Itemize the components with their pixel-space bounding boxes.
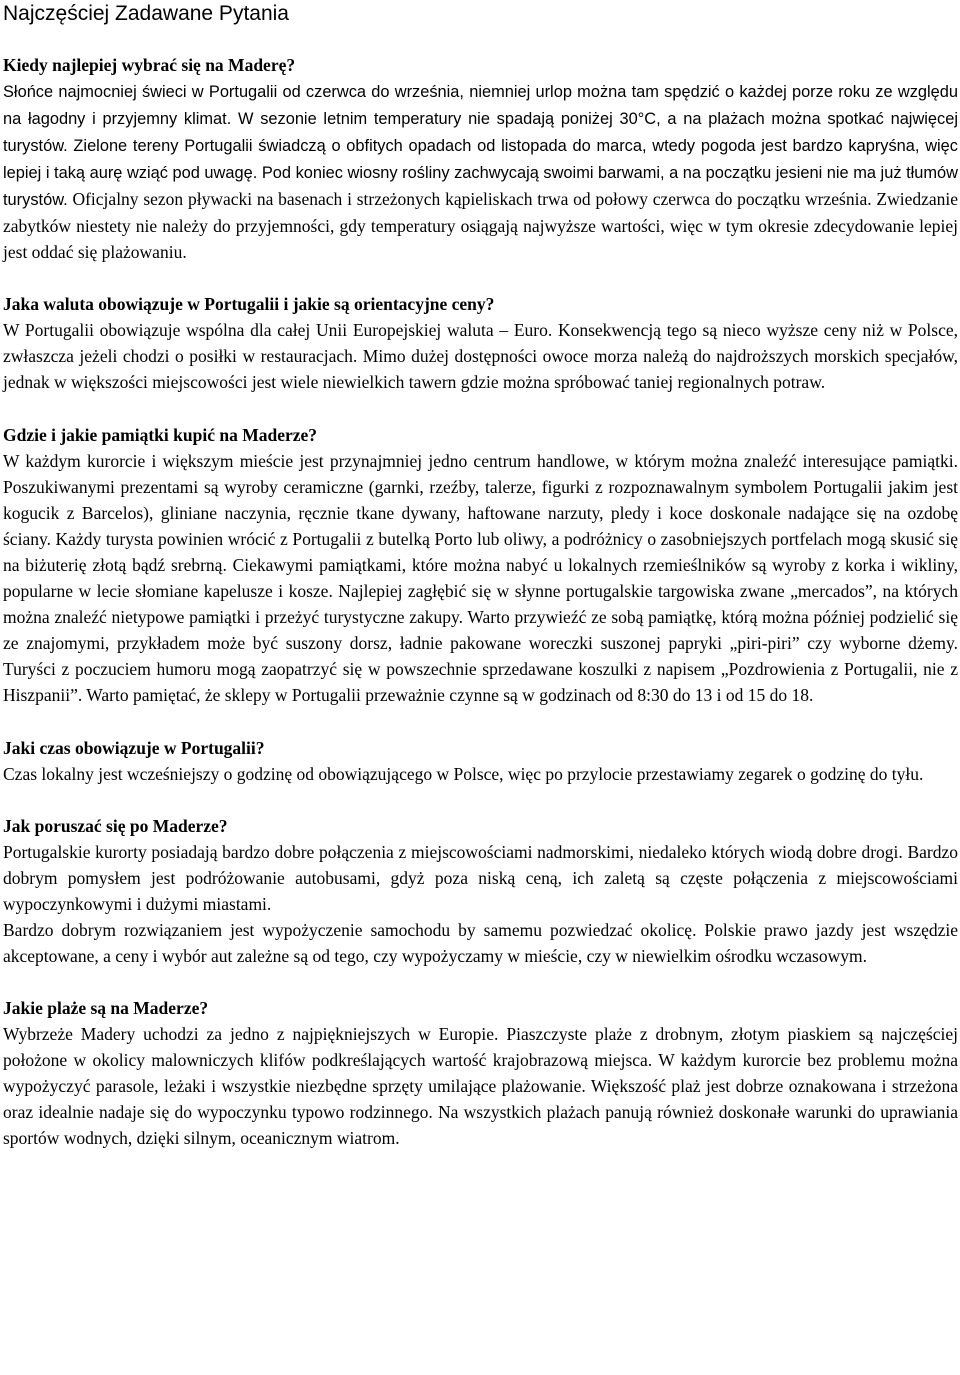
answer-part: W sezonie letnim temperatury nie spadają poniżej 30°C, a na plażach można spotkać najwięcej turystów. Zielone tereny Portugalii świadczą o obfitych opadach od listopada do marca, wtedy pogoda jest bardzo kapryśna, więc lepiej i taką aurę wziąć pod uwagę. Pod koniec wiosny rośliny zachwycają swoimi barwami, a na początku jesieni nie ma już tłumów turystów.	[3, 110, 958, 209]
faq-answer: W Portugalii obowiązuje wspólna dla całej Unii Europejskiej waluta – Euro. Konsekwencją tego są nieco wyższe ceny niż w Polsce, zwłaszcza jeżeli chodzi o posiłki w restauracjach. Mimo dużej dostępności owoce morza należą do najdroższych morskich specjałów, jednak w większości miejscowości jest wiele niewielkich tawern gdzie można spróbować taniej regionalnych potraw.	[3, 320, 958, 392]
faq-question: Kiedy najlepiej wybrać się na Maderę?	[3, 55, 296, 75]
faq-answer-continued: Bardzo dobrym rozwiązaniem jest wypożyczenie samochodu by samemu pozwiedzać okolicę. Polskie prawo jazdy jest wszędzie akceptowane, a ceny i wybór aut zależne są od tego, czy wypożyczamy w mieście, czy w niewielkim ośrodku wczasowym.	[3, 920, 958, 966]
faq-question: Gdzie i jakie pamiątki kupić na Maderze?	[3, 425, 318, 445]
faq-section-souvenirs	[3, 422, 958, 708]
faq-answer: Portugalskie kurorty posiadają bardzo dobre połączenia z miejscowościami nadmorskimi, niedaleko których wiodą dobre drogi. Bardzo dobrym pomysłem jest podróżowanie autobusami, gdyż poza niską ceną, ich zaletą są częste połączenia z miejscowościami wypoczynkowymi i dużymi miastami.	[3, 842, 958, 914]
faq-question: Jak poruszać się po Maderze?	[3, 816, 228, 836]
faq-answer: Czas lokalny jest wcześniejszy o godzinę od obowiązującego w Polsce, więc po przylocie przestawiamy zegarek o godzinę do tyłu.	[3, 764, 924, 784]
faq-section-beaches	[3, 995, 958, 1151]
faq-question: Jaka waluta obowiązuje w Portugalii i jakie są orientacyjne ceny?	[3, 294, 495, 314]
faq-section-time-zone	[3, 735, 958, 787]
faq-question: Jakie plaże są na Maderze?	[3, 998, 209, 1018]
faq-answer	[3, 78, 958, 265]
faq-question: Jaki czas obowiązuje w Portugalii?	[3, 738, 265, 758]
answer-part: Słońce najmocniej świeci w Portugalii od czerwca do września, niemniej urlop można tam spędzić o każdej porze roku ze względu na łagodny i przyjemny klimat.	[3, 83, 958, 128]
faq-section-currency	[3, 291, 958, 395]
page-title: Najczęściej Zadawane Pytania	[3, 2, 289, 25]
faq-section-transport	[3, 813, 958, 969]
faq-answer: Wybrzeże Madery uchodzi za jedno z najpiękniejszych w Europie. Piaszczyste plaże z drobnym, złotym piaskiem są najczęściej położone w okolicy malowniczych klifów podkreślających wartość krajobrazową miejsca. W każdym kurorcie bez problemu można wypożyczyć parasole, leżaki i wszystkie niezbędne sprzęty umilające plażowanie. Większość plaż jest dobrze oznakowana i strzeżona oraz idealnie nadaje się do wypoczynku typowo rodzinnego. Na wszystkich plażach panują również doskonałe warunki do uprawiania sportów wodnych, dzięki silnym, oceanicznym wiatrom.	[3, 1024, 958, 1148]
faq-section-best-time	[3, 52, 958, 265]
answer-part: Oficjalny sezon pływacki na basenach i strzeżonych kąpieliskach trwa od połowy czerwca do początku września. Zwiedzanie zabytków niestety nie należy do przyjemności, gdy temperatury osiągają najwyższe wartości, więc w tym okresie zdecydowanie lepiej jest oddać się plażowaniu.	[3, 189, 958, 262]
faq-answer: W każdym kurorcie i większym mieście jest przynajmniej jedno centrum handlowe, w którym można znaleźć interesujące pamiątki. Poszukiwanymi prezentami są wyroby ceramiczne (garnki, rzeźby, talerze, figurki z rozpoznawalnym symbolem Portugalii jakim jest kogucik z Barcelos), gliniane naczynia, ręcznie tkane dywany, haftowane narzuty, pledy i koce doskonale nadające się na ozdobę ściany. Każdy turysta powinien wrócić z Portugalii z butelką Porto lub oliwy, a podróżnicy o zasobniejszych portfelach mogą skusić się na biżuterię złotą bądź srebrną. Ciekawymi pamiątkami, które można nabyć u lokalnych rzemieślników są wyroby z korka i wikliny, popularne w lecie słomiane kapelusze i kosze. Najlepiej zagłębić się w słynne portugalskie targowiska zwane „mercados”, na których można znaleźć nietypowe pamiątki i przeżyć turystyczne zakupy. Warto przywieźć ze sobą pamiątkę, którą można później podzielić się ze znajomymi, przykładem może być suszony dorsz, ładnie pakowane woreczki suszonej papryki „piri-piri” czy wyborne dżemy. Turyści z poczuciem humoru mogą zaopatrzyć się w powszechnie sprzedawane koszulki z napisem „Pozdrowienia z Portugalii, nie z Hiszpanii”. Warto pamiętać, że sklepy w Portugalii przeważnie czynne są w godzinach od 8:30 do 13 i od 15 do 18.	[3, 451, 958, 705]
